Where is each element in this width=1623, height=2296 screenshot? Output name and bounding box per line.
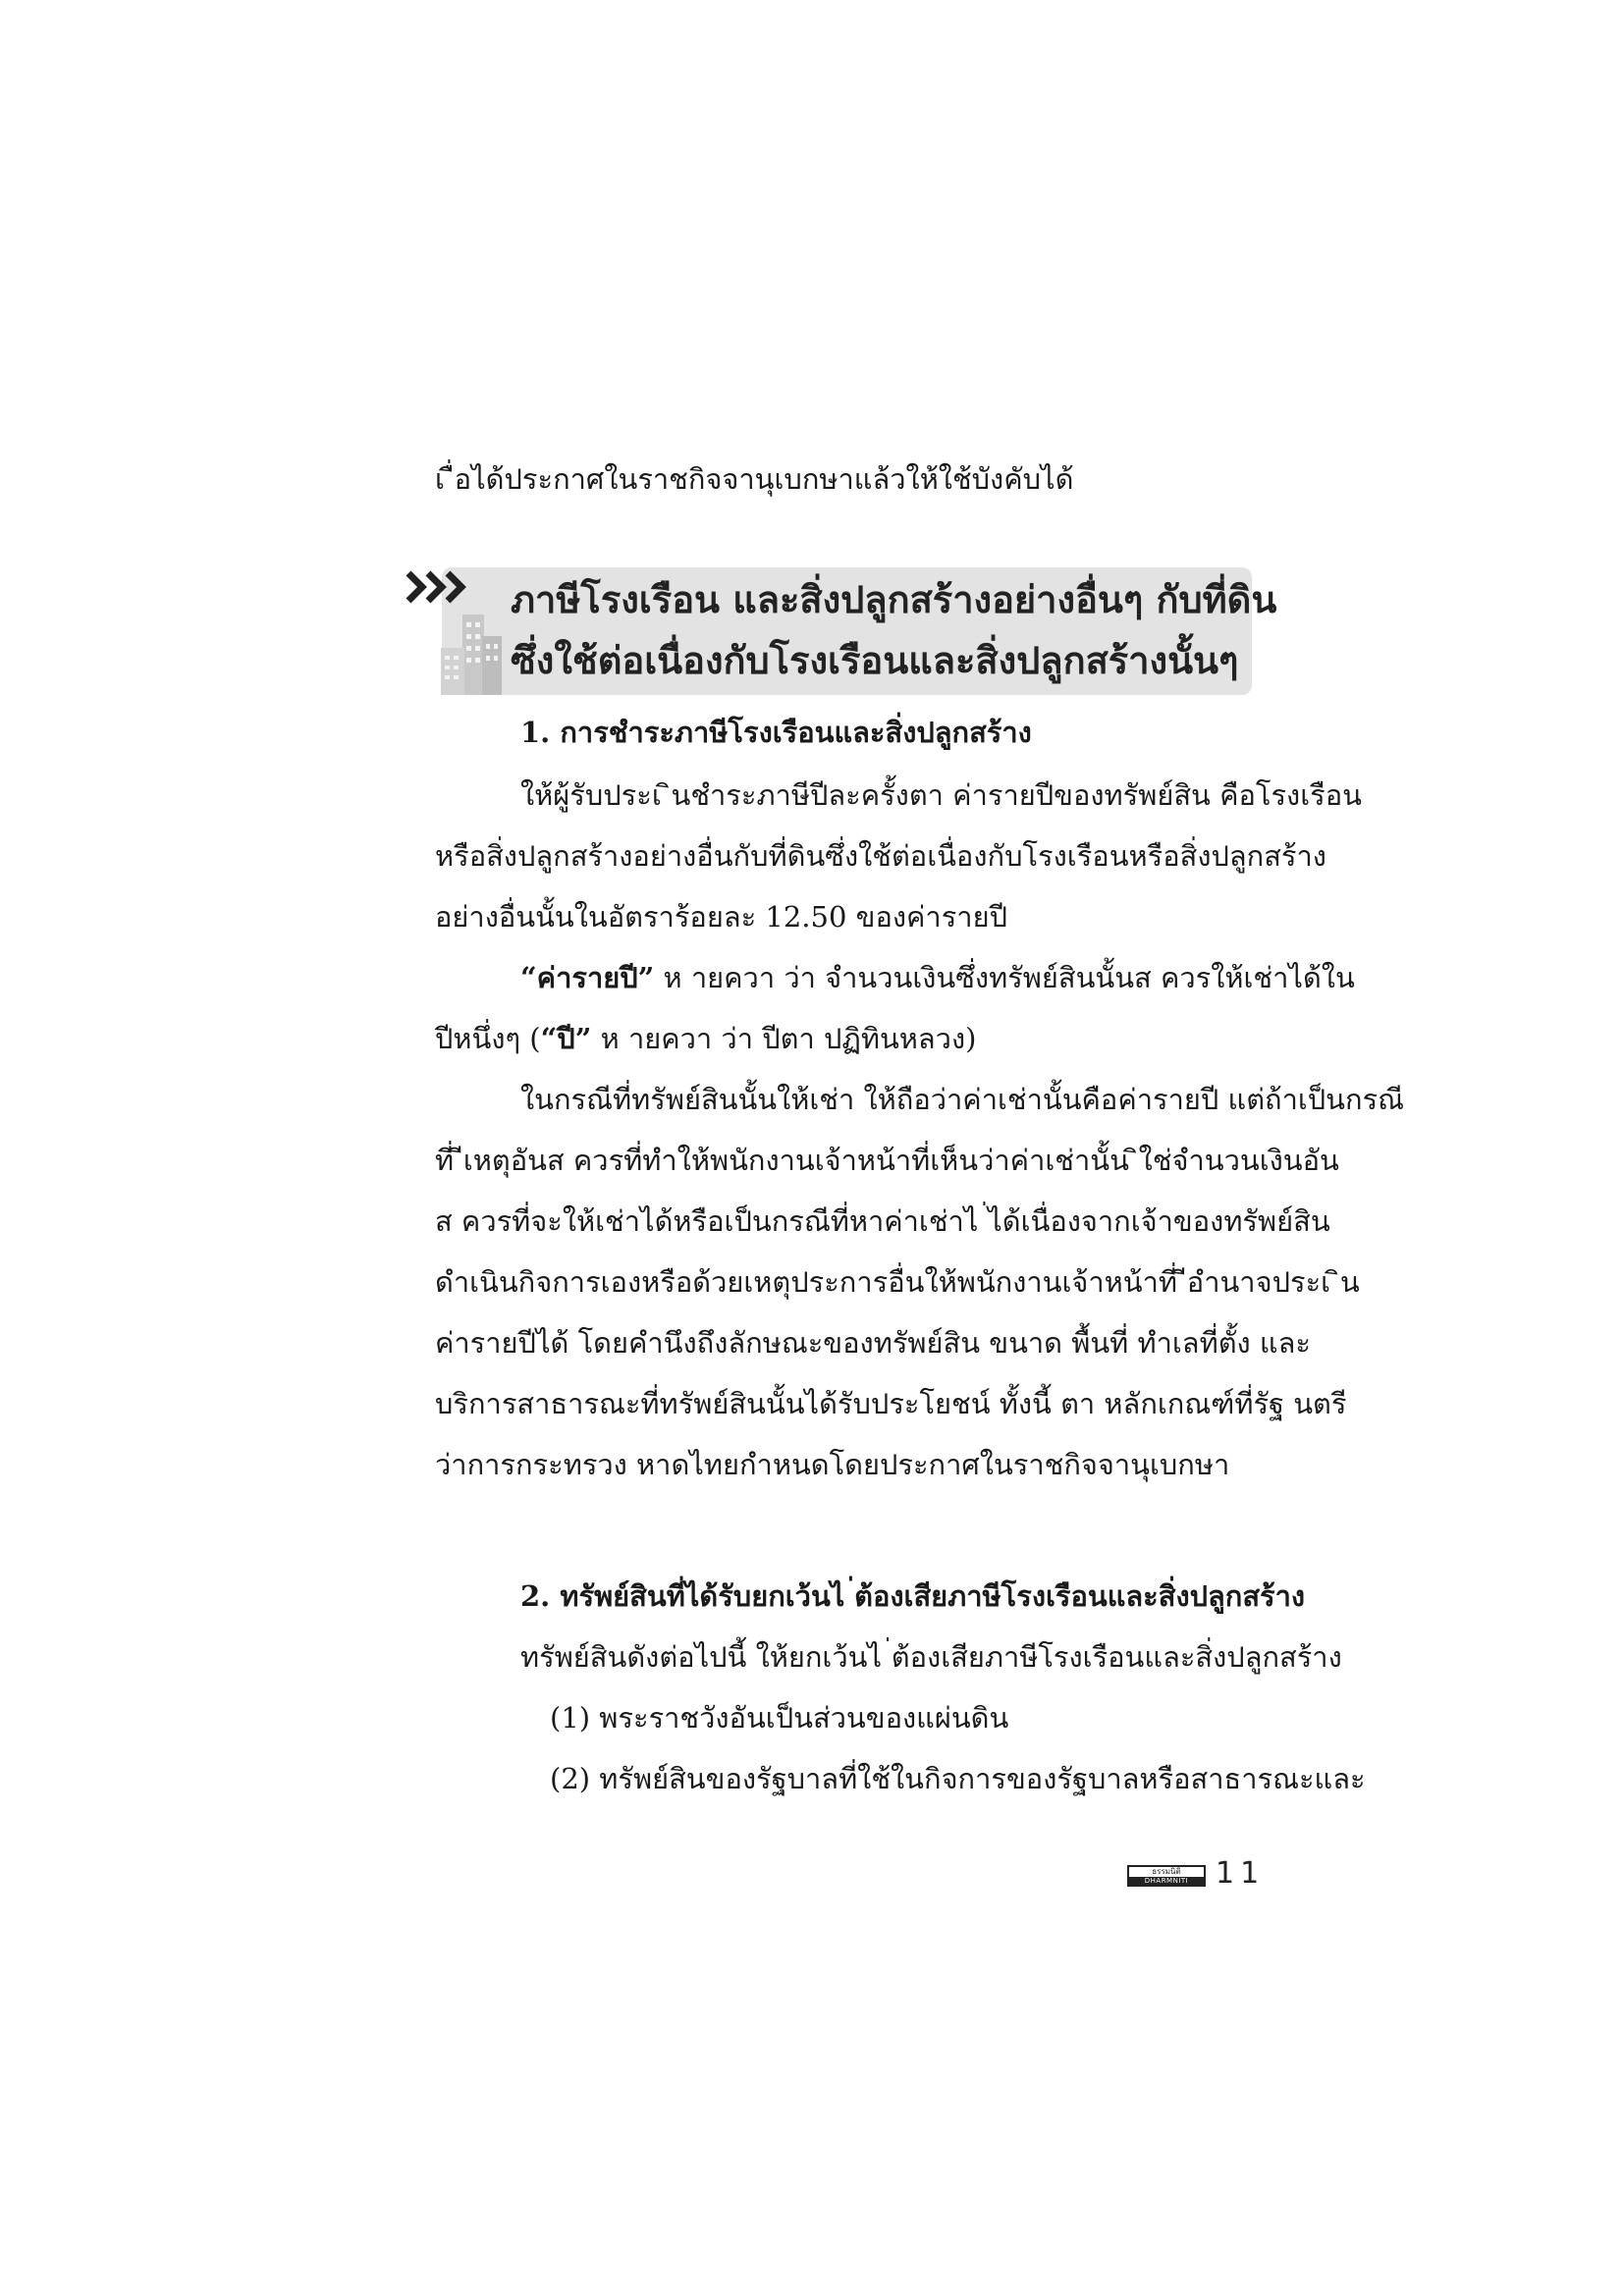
para3-line-6: บริการสาธารณะที่ทรัพย์สินนั้นได้รับประโยชน์ ทั้งนี้ ตา หลักเกณฑ์ที่รัฐ นตรี — [435, 1387, 1347, 1420]
para1-line-3: อย่างอื่นนั้นในอัตราร้อยละ 12.50 ของค่ารายปี — [435, 900, 1007, 934]
term-annual-value: “ค่ารายปี” — [520, 961, 655, 994]
banner-title-line-1: ภาษีโรงเรือน และสิ่งปลูกสร้างอย่างอื่นๆ กับที่ดิน — [511, 578, 1277, 621]
para2-line-1 — [520, 958, 1355, 997]
para3-line-5: ค่ารายปีได้ โดยคำนึงถึงลักษณะของทรัพย์สิน ขนาด พื้นที่ ทำเลที่ตั้ง และ — [435, 1326, 1311, 1360]
continuation-line: เ ื่อได้ประกาศในราชกิจจานุเบกษาแล้วให้ใช้บังคับได้ — [435, 462, 1074, 496]
list-item-2: (2) ทรัพย์สินของรัฐบาลที่ใช้ในกิจการของรัฐบาลหรือสาธารณะและ — [550, 1762, 1366, 1795]
chevrons-icon — [405, 567, 473, 607]
para3-line-7: ว่าการกระทรวง หาดไทยกำหนดโดยประกาศในราชกิจจานุเบกษา — [435, 1448, 1230, 1481]
section-2-intro: ทรัพย์สินดังต่อไปนี้ ให้ยกเว้นไ ่ต้องเสียภาษีโรงเรือนและสิ่งปลูกสร้าง — [520, 1640, 1342, 1674]
para2-line-2-post: ห ายควา ว่า ปีตา ปฏิทินหลวง) — [591, 1022, 977, 1055]
para1-line-2: หรือสิ่งปลูกสร้างอย่างอื่นกับที่ดินซึ่งใช้ต่อเนื่องกับโรงเรือนหรือสิ่งปลูกสร้าง — [435, 839, 1326, 873]
publisher-logo — [1127, 1865, 1206, 1887]
section-2-heading: 2. ทรัพย์สินที่ได้รับยกเว้นไ ่ต้องเสียภาษีโรงเรือนและสิ่งปลูกสร้าง — [520, 1579, 1306, 1613]
para2-text-1: ห ายควา ว่า จำนวนเงินซึ่งทรัพย์สินนั้นส ควรให้เช่าได้ใน — [654, 961, 1355, 994]
page-number: 11 — [1216, 1856, 1266, 1891]
para3-line-3: ส ควรที่จะให้เช่าได้หรือเป็นกรณีที่หาค่าเช่าไ ่ได้เนื่องจากเจ้าของทรัพย์สิน — [435, 1204, 1330, 1238]
para3-line-4: ดำเนินกิจการเองหรือด้วยเหตุประการอื่นให้พนักงานเจ้าหน้าที่ ีอำนาจประเ ิน — [435, 1265, 1360, 1299]
para3-line-1: ในกรณีที่ทรัพย์สินนั้นให้เช่า ให้ถือว่าค่าเช่านั้นคือค่ารายปี แต่ถ้าเป็นกรณี — [520, 1083, 1405, 1116]
publisher-logo-bottom: DHARMNITI — [1129, 1877, 1204, 1885]
para1-line-1: ให้ผู้รับประเ ินชำระภาษีปีละครั้งตา ค่ารายปีของทรัพย์สิน คือโรงเรือน — [520, 778, 1362, 812]
para2-line-2 — [435, 1019, 1250, 1058]
section-1-heading: 1. การชำระภาษีโรงเรือนและสิ่งปลูกสร้าง — [520, 716, 1032, 749]
banner-title-line-2: ซึ่งใช้ต่อเนื่องกับโรงเรือนและสิ่งปลูกสร้างนั้นๆ — [511, 639, 1239, 682]
para3-line-2: ที่ ีเหตุอันส ควรที่ทำให้พนักงานเจ้าหน้าที่เห็นว่าค่าเช่านั้น ิใช่จำนวนเงินอัน — [435, 1144, 1339, 1177]
term-year: “ปี” — [540, 1022, 592, 1055]
publisher-logo-top: ธรรมนิติ — [1152, 1867, 1181, 1876]
para2-line-2-pre: ปีหนึ่งๆ ( — [435, 1022, 541, 1055]
buildings-icon — [437, 607, 506, 695]
list-item-1: (1) พระราชวังอันเป็นส่วนของแผ่นดิน — [550, 1701, 1009, 1735]
